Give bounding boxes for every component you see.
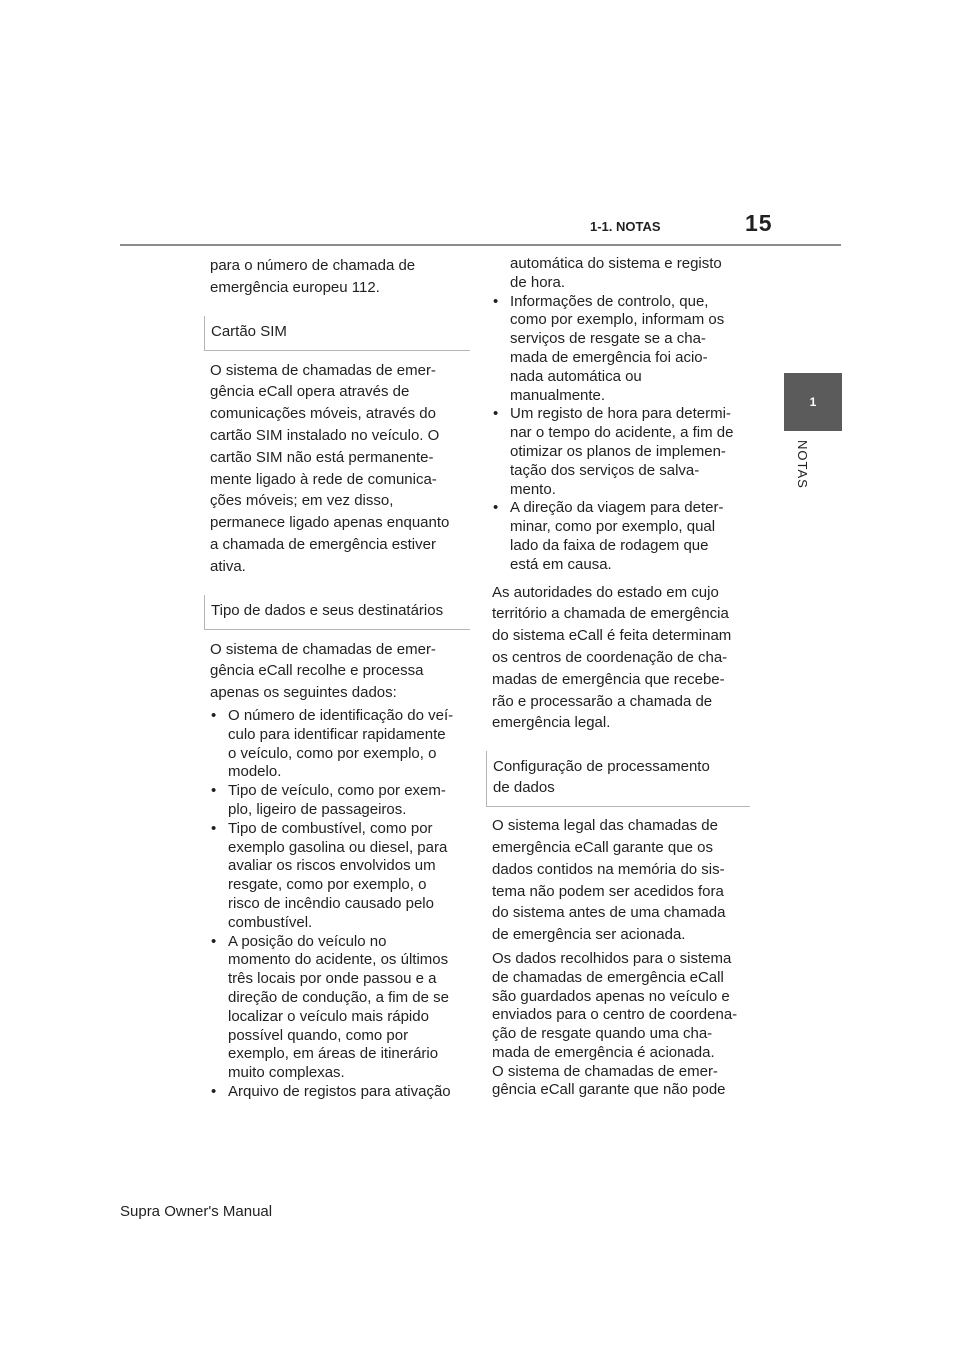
- text-line: combustível.: [228, 913, 313, 931]
- text-line: gência eCall recolhe e processa: [210, 662, 424, 680]
- text-line: O sistema de chamadas de emer-: [492, 1062, 718, 1080]
- text-line: A posição do veículo no: [228, 932, 387, 950]
- section-title: 1-1. NOTAS: [590, 219, 661, 234]
- text-line: três locais por onde passou e a: [228, 970, 437, 988]
- chapter-tab-number: 1: [809, 395, 817, 409]
- text-line: nada automática ou: [510, 367, 642, 385]
- text-line: muito complexas.: [228, 1064, 345, 1082]
- text-line: o veículo, como por exemplo, o: [228, 744, 437, 762]
- text-line: risco de incêndio causado pelo: [228, 894, 434, 912]
- text-line: madas de emergência que recebe-: [492, 670, 725, 688]
- text-line: são guardados apenas no veículo e: [492, 987, 730, 1005]
- text-line: tema não podem ser acedidos fora: [492, 882, 724, 900]
- page-number: 15: [745, 210, 773, 236]
- text-line: tação dos serviços de salva-: [510, 461, 700, 479]
- text-line: cartão SIM não está permanente-: [210, 448, 434, 466]
- bullet-marker: •: [211, 706, 217, 724]
- text-line: emergência europeu 112.: [210, 278, 380, 296]
- text-line: território a chamada de emergência: [492, 605, 729, 623]
- bullet-marker: •: [211, 782, 217, 800]
- bullet-marker: •: [211, 819, 217, 837]
- heading-text: Cartão SIM: [211, 322, 287, 340]
- bullet-marker: •: [493, 499, 499, 517]
- text-line: O sistema de chamadas de emer-: [210, 640, 436, 658]
- text-line: Os dados recolhidos para o sistema: [492, 949, 732, 967]
- right-column: [492, 255, 752, 1100]
- bullet-marker: •: [493, 405, 499, 423]
- text-line: os centros de coordenação de cha-: [492, 648, 728, 666]
- chapter-side-label: NOTAS: [795, 440, 810, 489]
- text-line: culo para identificar rapidamente: [228, 725, 446, 743]
- text-line: localizar o veículo mais rápido: [228, 1007, 429, 1025]
- text-line: cartão SIM instalado no veículo. O: [210, 426, 440, 444]
- collected-paragraph: [492, 950, 752, 1100]
- list-item: [210, 782, 470, 820]
- list-item: [210, 1083, 470, 1102]
- text-line: minar, como por exemplo, qual: [510, 518, 716, 536]
- text-line: exemplo, em áreas de itinerário: [228, 1045, 439, 1063]
- text-line: O sistema legal das chamadas de: [492, 817, 718, 835]
- text-line: exemplo gasolina ou diesel, para: [228, 838, 448, 856]
- bullet-marker: •: [493, 292, 499, 310]
- text-line: enviados para o centro de coordena-: [492, 1006, 738, 1024]
- text-line: ção de resgate quando uma cha-: [492, 1025, 713, 1043]
- bullet-marker: •: [211, 932, 217, 950]
- text-line: de hora.: [510, 273, 566, 291]
- text-line: para o número de chamada de: [210, 257, 416, 274]
- heading-sim-card: [204, 316, 470, 351]
- text-line: Um registo de hora para determi-: [510, 405, 731, 423]
- text-line: serviços de resgate se a cha-: [510, 330, 706, 348]
- header-divider: [120, 244, 841, 246]
- text-line: emergência legal.: [492, 714, 611, 732]
- list-item: [210, 933, 470, 1083]
- text-line: do sistema eCall é feita determinam: [492, 627, 732, 645]
- list-item: [492, 293, 752, 406]
- text-line: ções móveis; em vez disso,: [210, 492, 394, 510]
- text-line: de emergência ser acionada.: [492, 926, 686, 944]
- text-line: ativa.: [210, 557, 246, 575]
- text-line: apenas os seguintes dados:: [210, 684, 397, 702]
- text-line: rão e processarão a chamada de: [492, 692, 713, 710]
- text-line: modelo.: [228, 763, 282, 781]
- intro-paragraph: [210, 255, 470, 299]
- text-line: mada de emergência foi acio-: [510, 348, 708, 366]
- footer-manual-title: Supra Owner's Manual: [120, 1203, 273, 1220]
- text-line: manualmente.: [510, 386, 606, 404]
- text-line: resgate, como por exemplo, o: [228, 876, 427, 894]
- text-line: nar o tempo do acidente, a fim de: [510, 424, 734, 442]
- left-column: [210, 255, 470, 1102]
- text-line: mente ligado à rede de comunica-: [210, 470, 437, 488]
- text-line: como por exemplo, informam os: [510, 311, 725, 329]
- text-line: mento.: [510, 480, 556, 498]
- text-line: mada de emergência é acionada.: [492, 1043, 715, 1061]
- text-line: possível quando, como por: [228, 1026, 409, 1044]
- text-line: direção de condução, a fim de se: [228, 988, 449, 1006]
- text-line: gência eCall opera através de: [210, 383, 410, 401]
- text-line: comunicações móveis, através do: [210, 405, 436, 423]
- text-line: Arquivo de registos para ativação: [228, 1082, 451, 1100]
- text-line: A direção da viagem para deter-: [510, 499, 724, 517]
- legal-paragraph: [492, 815, 752, 946]
- data-list-continued: [492, 255, 752, 575]
- text-line: avaliar os riscos envolvidos um: [228, 857, 436, 875]
- text-line: O número de identificação do veí-: [228, 706, 454, 724]
- text-line: As autoridades do estado em cujo: [492, 583, 719, 601]
- data-paragraph: [210, 639, 470, 704]
- list-item: [492, 405, 752, 499]
- list-item-continued: [492, 255, 752, 293]
- text-line: O sistema de chamadas de emer-: [210, 361, 436, 379]
- list-item: [210, 820, 470, 933]
- text-line: Tipo de veículo, como por exem-: [228, 782, 446, 800]
- text-line: Tipo de combustível, como por: [228, 819, 433, 837]
- text-line: dados contidos na memória do sis-: [492, 860, 725, 878]
- sim-paragraph: [210, 360, 470, 578]
- authorities-paragraph: [492, 582, 752, 735]
- data-list: [210, 707, 470, 1102]
- text-line: a chamada de emergência estiver: [210, 535, 436, 553]
- text-line: automática do sistema e registo: [510, 255, 722, 272]
- heading-data-types: [204, 595, 470, 630]
- heading-data-processing: [486, 751, 750, 807]
- text-line: do sistema antes de uma chamada: [492, 904, 726, 922]
- text-line: permanece ligado apenas enquanto: [210, 514, 450, 532]
- list-item: [492, 499, 752, 574]
- text-line: emergência eCall garante que os: [492, 838, 713, 856]
- text-line: momento do acidente, os últimos: [228, 951, 449, 969]
- list-item: [210, 707, 470, 782]
- heading-text: de dados: [493, 779, 555, 797]
- text-line: gência eCall garante que não pode: [492, 1081, 726, 1099]
- heading-text: Configuração de processamento: [493, 758, 710, 776]
- text-line: lado da faixa de rodagem que: [510, 536, 709, 554]
- text-line: está em causa.: [510, 555, 612, 573]
- text-line: Informações de controlo, que,: [510, 292, 709, 310]
- heading-text: Tipo de dados e seus destinatários: [211, 601, 444, 619]
- chapter-tab: [784, 373, 842, 431]
- text-line: de chamadas de emergência eCall: [492, 968, 724, 986]
- bullet-marker: •: [211, 1082, 217, 1100]
- text-line: plo, ligeiro de passageiros.: [228, 800, 407, 818]
- text-line: otimizar os planos de implemen-: [510, 442, 726, 460]
